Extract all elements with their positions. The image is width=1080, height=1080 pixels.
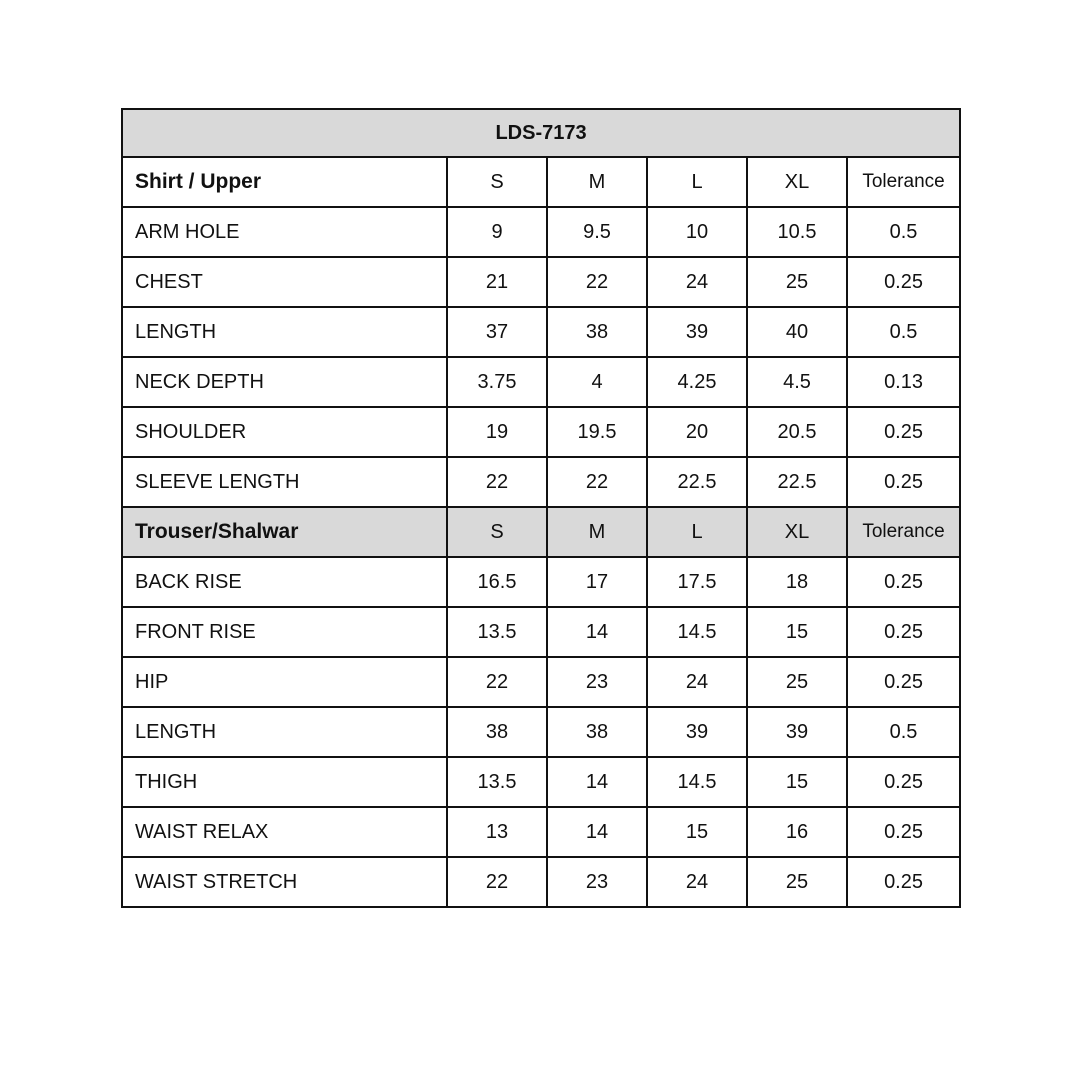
table-row bbox=[122, 857, 960, 907]
measurement-value: 19 bbox=[447, 407, 547, 457]
measurement-value: 13 bbox=[447, 807, 547, 857]
measurement-value: 22.5 bbox=[647, 457, 747, 507]
size-header: S bbox=[447, 157, 547, 207]
measurement-value: 22 bbox=[547, 457, 647, 507]
measurement-value: 14.5 bbox=[647, 607, 747, 657]
measurement-value: 19.5 bbox=[547, 407, 647, 457]
table-row bbox=[122, 807, 960, 857]
size-header: S bbox=[447, 507, 547, 557]
measurement-value: 10 bbox=[647, 207, 747, 257]
measurement-value: 24 bbox=[647, 257, 747, 307]
measurement-name: NECK DEPTH bbox=[122, 357, 447, 407]
tolerance-value: 0.25 bbox=[847, 857, 960, 907]
measurement-value: 3.75 bbox=[447, 357, 547, 407]
table-row bbox=[122, 607, 960, 657]
measurement-name: SLEEVE LENGTH bbox=[122, 457, 447, 507]
tolerance-header: Tolerance bbox=[847, 507, 960, 557]
tolerance-value: 0.25 bbox=[847, 407, 960, 457]
size-header: L bbox=[647, 157, 747, 207]
measurement-value: 4.25 bbox=[647, 357, 747, 407]
measurement-value: 23 bbox=[547, 857, 647, 907]
measurement-value: 39 bbox=[647, 307, 747, 357]
measurement-value: 38 bbox=[547, 707, 647, 757]
measurement-name: SHOULDER bbox=[122, 407, 447, 457]
measurement-value: 25 bbox=[747, 657, 847, 707]
tolerance-value: 0.25 bbox=[847, 557, 960, 607]
measurement-value: 14 bbox=[547, 807, 647, 857]
measurement-name: HIP bbox=[122, 657, 447, 707]
measurement-value: 20.5 bbox=[747, 407, 847, 457]
table-row bbox=[122, 407, 960, 457]
size-chart-table bbox=[121, 108, 961, 908]
measurement-value: 15 bbox=[747, 607, 847, 657]
tolerance-value: 0.25 bbox=[847, 257, 960, 307]
title-row bbox=[122, 109, 960, 157]
measurement-value: 22 bbox=[447, 657, 547, 707]
measurement-value: 38 bbox=[547, 307, 647, 357]
measurement-value: 38 bbox=[447, 707, 547, 757]
measurement-value: 24 bbox=[647, 857, 747, 907]
size-header: XL bbox=[747, 157, 847, 207]
measurement-name: CHEST bbox=[122, 257, 447, 307]
measurement-value: 25 bbox=[747, 257, 847, 307]
table-row bbox=[122, 357, 960, 407]
measurement-value: 14.5 bbox=[647, 757, 747, 807]
measurement-name: WAIST RELAX bbox=[122, 807, 447, 857]
measurement-value: 23 bbox=[547, 657, 647, 707]
size-header: M bbox=[547, 507, 647, 557]
measurement-value: 17.5 bbox=[647, 557, 747, 607]
table-row bbox=[122, 757, 960, 807]
table-row bbox=[122, 707, 960, 757]
measurement-value: 20 bbox=[647, 407, 747, 457]
measurement-value: 39 bbox=[647, 707, 747, 757]
measurement-value: 9 bbox=[447, 207, 547, 257]
tolerance-value: 0.25 bbox=[847, 607, 960, 657]
section-label: Shirt / Upper bbox=[122, 157, 447, 207]
measurement-value: 22 bbox=[447, 857, 547, 907]
table-row bbox=[122, 557, 960, 607]
measurement-value: 14 bbox=[547, 607, 647, 657]
measurement-name: FRONT RISE bbox=[122, 607, 447, 657]
table-row bbox=[122, 207, 960, 257]
measurement-name: LENGTH bbox=[122, 707, 447, 757]
section-label: Trouser/Shalwar bbox=[122, 507, 447, 557]
table-row bbox=[122, 657, 960, 707]
measurement-value: 9.5 bbox=[547, 207, 647, 257]
measurement-value: 25 bbox=[747, 857, 847, 907]
measurement-value: 10.5 bbox=[747, 207, 847, 257]
measurement-value: 16.5 bbox=[447, 557, 547, 607]
measurement-value: 21 bbox=[447, 257, 547, 307]
tolerance-value: 0.5 bbox=[847, 707, 960, 757]
size-header: XL bbox=[747, 507, 847, 557]
measurement-value: 22.5 bbox=[747, 457, 847, 507]
section-header-row bbox=[122, 157, 960, 207]
measurement-value: 4 bbox=[547, 357, 647, 407]
measurement-value: 13.5 bbox=[447, 607, 547, 657]
measurement-value: 24 bbox=[647, 657, 747, 707]
measurement-value: 14 bbox=[547, 757, 647, 807]
tolerance-value: 0.5 bbox=[847, 207, 960, 257]
measurement-name: BACK RISE bbox=[122, 557, 447, 607]
measurement-value: 15 bbox=[747, 757, 847, 807]
tolerance-value: 0.25 bbox=[847, 757, 960, 807]
section-header-row bbox=[122, 507, 960, 557]
measurement-name: ARM HOLE bbox=[122, 207, 447, 257]
measurement-name: WAIST STRETCH bbox=[122, 857, 447, 907]
size-header: L bbox=[647, 507, 747, 557]
size-header: M bbox=[547, 157, 647, 207]
measurement-value: 13.5 bbox=[447, 757, 547, 807]
tolerance-header: Tolerance bbox=[847, 157, 960, 207]
measurement-value: 15 bbox=[647, 807, 747, 857]
measurement-value: 22 bbox=[547, 257, 647, 307]
table-row bbox=[122, 457, 960, 507]
measurement-value: 18 bbox=[747, 557, 847, 607]
measurement-value: 4.5 bbox=[747, 357, 847, 407]
measurement-value: 39 bbox=[747, 707, 847, 757]
table-row bbox=[122, 257, 960, 307]
table-row bbox=[122, 307, 960, 357]
tolerance-value: 0.25 bbox=[847, 807, 960, 857]
measurement-value: 37 bbox=[447, 307, 547, 357]
tolerance-value: 0.25 bbox=[847, 457, 960, 507]
measurement-value: 16 bbox=[747, 807, 847, 857]
measurement-value: 40 bbox=[747, 307, 847, 357]
measurement-name: THIGH bbox=[122, 757, 447, 807]
tolerance-value: 0.25 bbox=[847, 657, 960, 707]
measurement-name: LENGTH bbox=[122, 307, 447, 357]
measurement-value: 22 bbox=[447, 457, 547, 507]
tolerance-value: 0.5 bbox=[847, 307, 960, 357]
tolerance-value: 0.13 bbox=[847, 357, 960, 407]
measurement-value: 17 bbox=[547, 557, 647, 607]
product-code-title: LDS-7173 bbox=[122, 109, 960, 157]
